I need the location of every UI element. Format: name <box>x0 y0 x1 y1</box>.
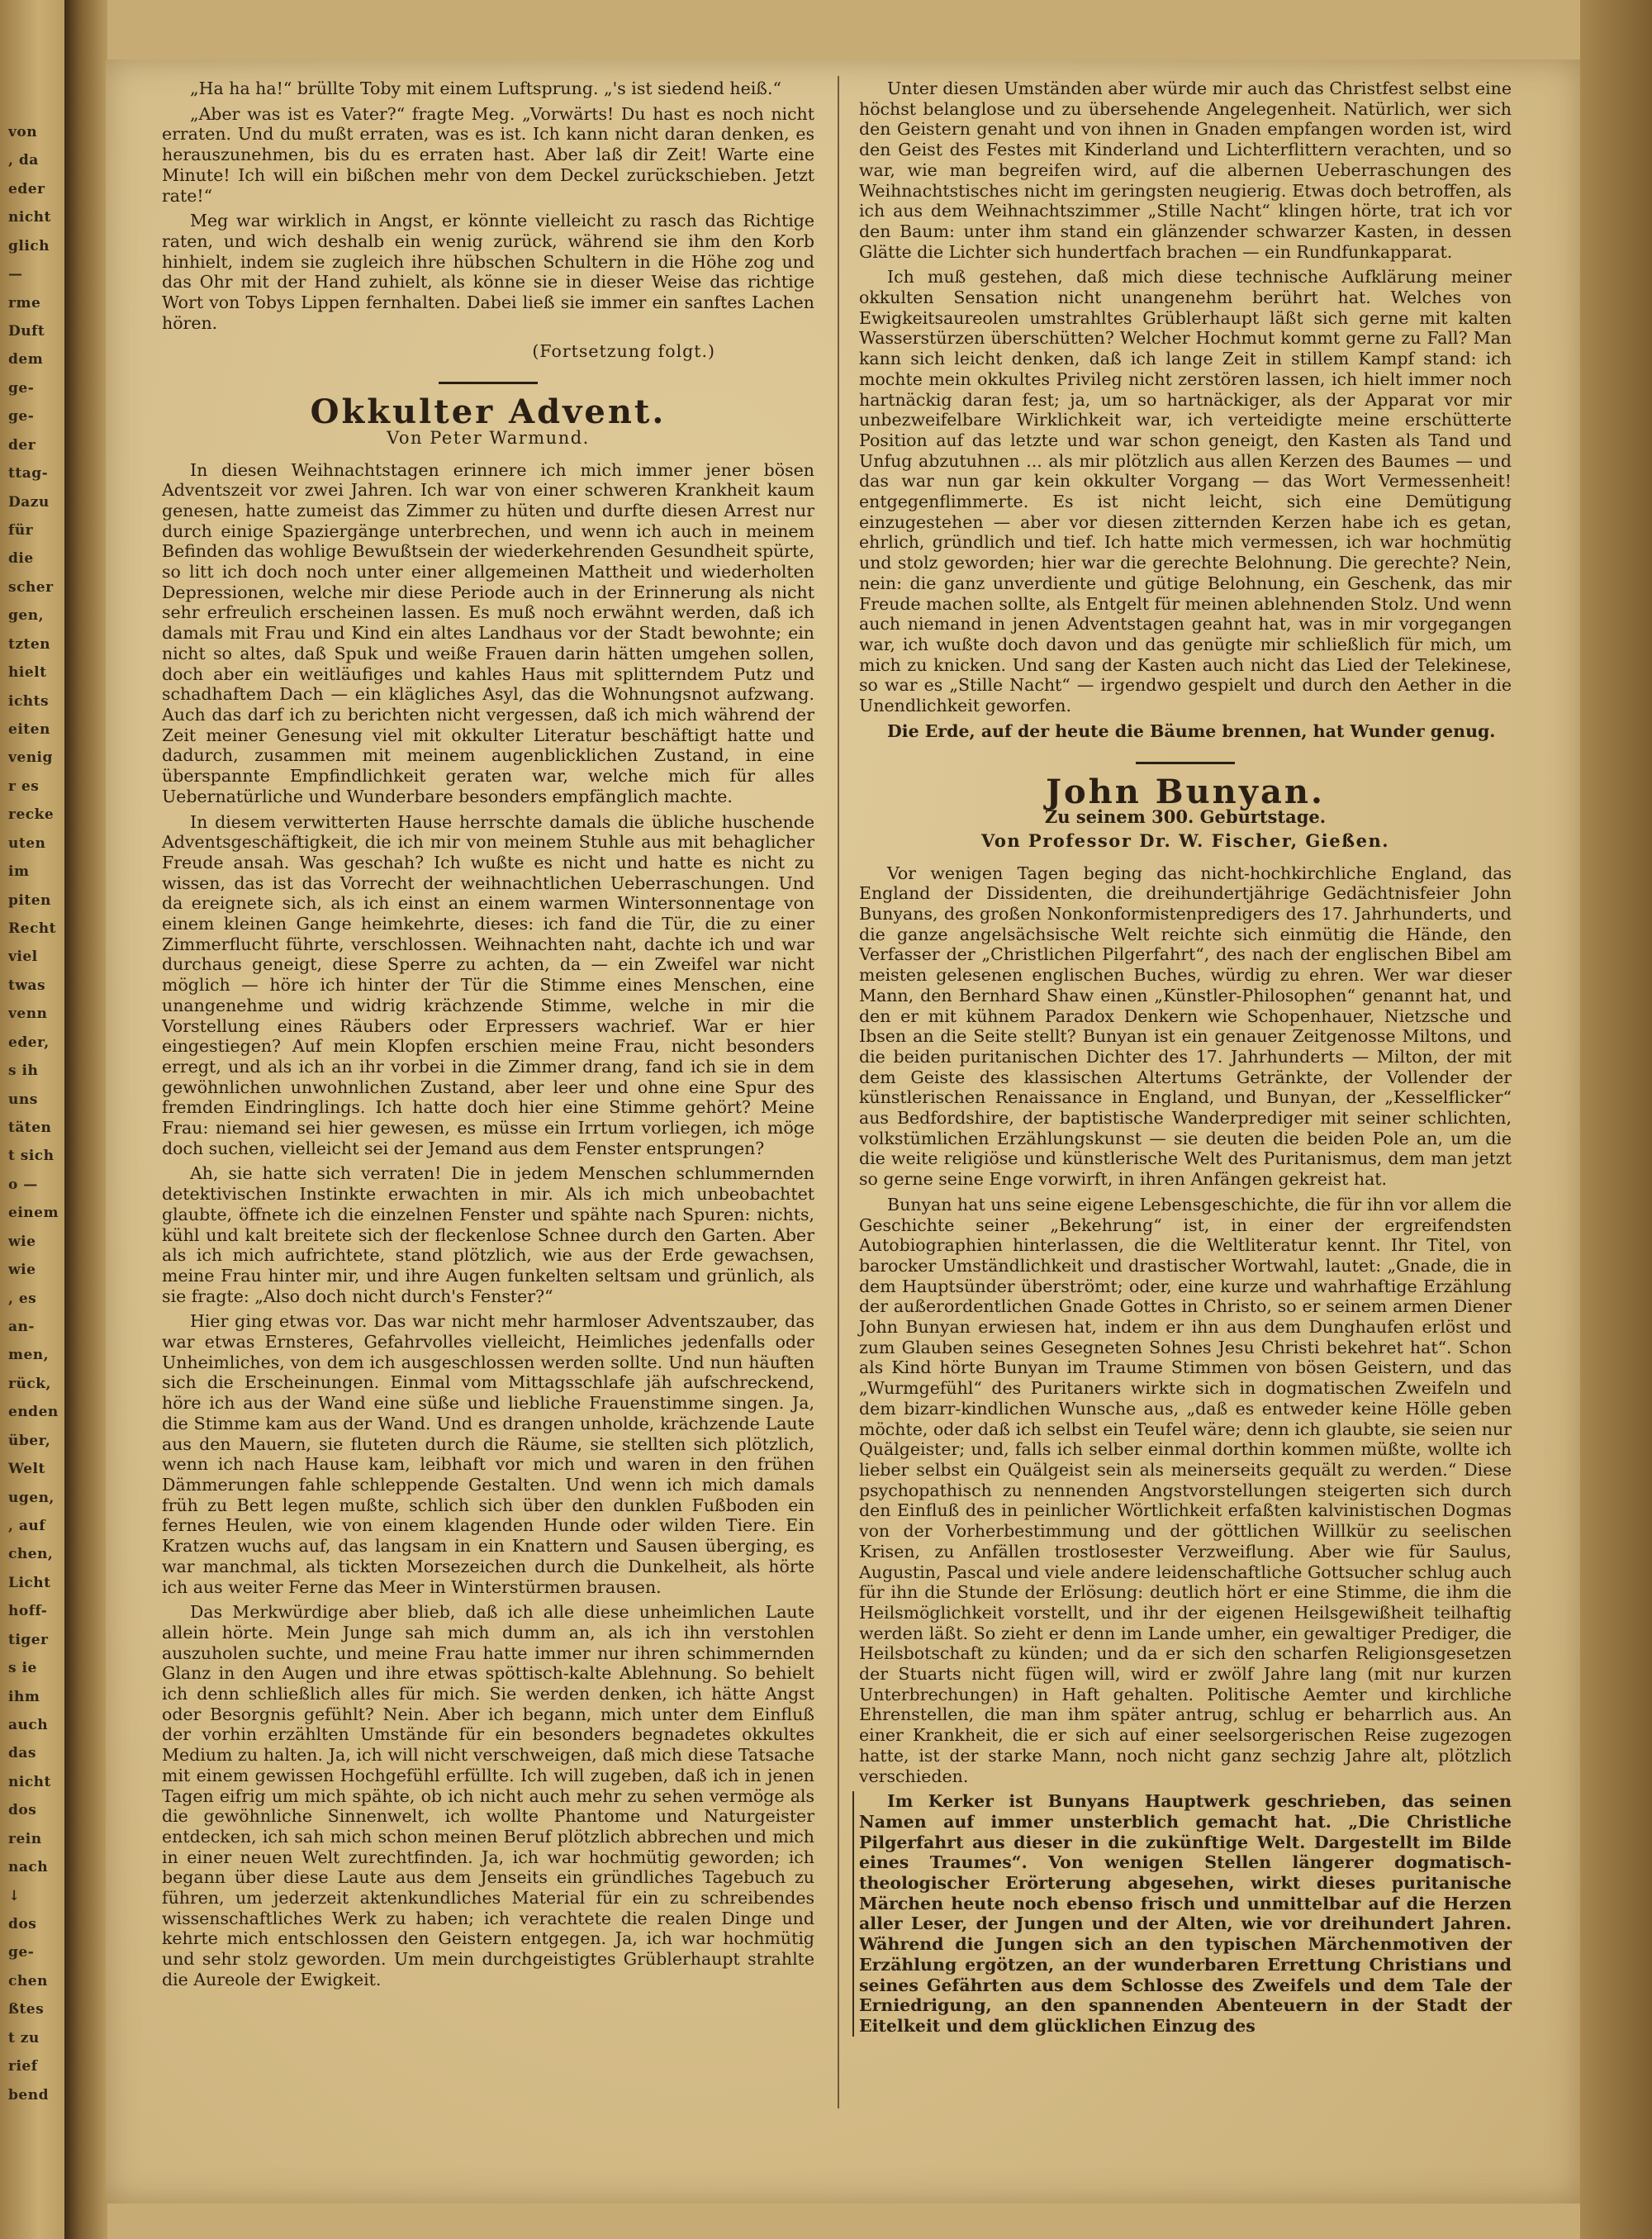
prev-page-fragment: gen, <box>8 607 44 625</box>
prev-page-fragment: wie <box>8 1233 36 1250</box>
article-paragraph: Das Merkwürdige aber blieb, daß ich alle diese unheimlichen Laute allein hörte. Mein Junge sah mich dumm an, als ich ihn verstohlen auszuholen suchte, und meine Frau hatte immer nur ihren schimmernden Glanz in den Augen und ihre etwas spöttisch-kalte Ablehnung. So behielt ich denn schließlich alles für mich. Sie werden denken, ich hätte Angst oder Besorgnis gefühlt? Nein. Aber ich begann, mich unter dem Einfluß der vorhin erzählten Umstände für ein besonders begnadetes okkultes Medium zu halten. Ja, ich will nicht verschweigen, daß mich diese Tatsache mit einem gewissen Hochgefühl erfüllte. Ich will zugeben, daß ich in jenen Tagen eifrig um mich spähte, ob ich nicht auch mehr zu sehen vermöge als die gewöhnliche Sinnenwelt, ich wollte Phantome und Naturgeister entdecken, ich sah mich schon meinen Beruf plötzlich abbrechen und mich in einer neuen Welt zurechtfinden. Ja, ich war hochmütig geworden; ich begann über diese Laute aus dem Jenseits ein gründliches Tagebuch zu führen, um jederzeit aktenkundliches Material für ein zu schreibendes wissenschaftliches Werk zu haben; ich verachtete die realen Dinge und kehrte mich entschlossen den Geistern entgegen. Ja, ich war hochmütig und sehr stolz geworden. Um mein durchgeistigtes Grüblerhaupt strahlte die Aureole der Ewigkeit. <box>162 1602 814 1989</box>
article-paragraph: Ah, sie hatte sich verraten! Die in jedem Menschen schlummernden detektivischen Instinkte erwachten in mir. Als ich mich unbeobachtet glaubte, öffnete ich die einzelnen Fenster und spähte nach Spuren: nichts, kühl und kalt breitete sich der fleckenlose Schnee durch den Garten. Aber als ich mich aufrichtete, stand plötzlich, wie aus der Erde gewachsen, meine Frau hinter mir, und ihre Augen funkelten seltsam und grünlich, als sie fragte: „Also doch nicht durch's Fenster?“ <box>162 1163 814 1306</box>
prev-page-fragment: ttag- <box>8 465 49 483</box>
prev-page-fragment: rme <box>8 294 41 311</box>
prev-page-fragment: s ih <box>8 1062 39 1080</box>
prev-page-fragment: tzten <box>8 635 51 653</box>
prev-page-fragment: t sich <box>8 1148 55 1165</box>
prev-page-fragment: chen, <box>8 1546 54 1563</box>
prev-page-fragment: uten <box>8 834 46 852</box>
prev-page-fragment: ihm <box>8 1688 40 1705</box>
prev-page-fragment: von <box>8 124 38 140</box>
prev-page-fragment: dem <box>8 351 44 368</box>
prev-page-fragment: dos <box>8 1802 37 1819</box>
prev-page-fragment: der <box>8 436 36 454</box>
prev-page-fragment: glich <box>8 237 50 254</box>
prev-page-fragment: ichts <box>8 692 50 710</box>
prev-page-fragment: dos <box>8 1916 37 1932</box>
prev-page-fragment: rief <box>8 2058 38 2075</box>
prev-page-fragment: Duft <box>8 323 45 340</box>
prev-page-fragment: Dazu <box>8 493 50 511</box>
prev-page-fragment: — <box>8 266 23 283</box>
prev-page-fragment: venn <box>8 1005 48 1023</box>
prev-page-fragment: , es <box>8 1290 37 1307</box>
prev-page-fragment: Welt <box>8 1461 45 1478</box>
prev-page-fragment: täten <box>8 1120 52 1136</box>
prev-page-fragment: eder, <box>8 1034 50 1051</box>
prev-page-fragment: auch <box>8 1717 49 1733</box>
right-column <box>859 78 1512 2042</box>
article-paragraph: Hier ging etwas vor. Das war nicht mehr harmloser Adventszauber, das war etwas Ernsteres, Gefahrvolles vielleicht, Heimliches jedenfalls oder Unheimliches, von dem ich ausgeschlossen werden sollte. Und nun häuften sich die Erscheinungen. Einmal vom Mittagsschlafe jäh aufschreckend, höre ich aus der Wand eine süße und liebliche Frauenstimme singen. Ja, die Stimme kam aus der Wand. Und es drangen unholde, krächzende Laute aus den Mauern, sie fluteten durch die Räume, sie stellten sich plötzlich, wenn ich nach Hause kam, leibhaft vor mich und waren in den frühen Dämmerungen fahle schleppende Gestalten. Und wenn ich mich damals früh zu Bett legen mußte, schlich sich über den dunklen Fußboden ein fernes Heulen, wie von einem klagenden Hunde oder wilden Tiere. Ein Kratzen wuchs auf, das langsam in ein Knattern und Sausen überging, es war manchmal, als tickten Morsezeichen durch die Dunkelheit, als hörte ich aus weiter Ferne das Meer in Winterstürmen brausen. <box>162 1311 814 1597</box>
prev-page-fragment: t zu <box>8 2029 40 2046</box>
prev-page-fragment: enden <box>8 1404 59 1421</box>
prev-page-fragment: ↓ <box>8 1887 21 1904</box>
prev-page-fragment: ge- <box>8 408 35 425</box>
previous-page-edge <box>0 0 64 2239</box>
prev-page-fragment: nach <box>8 1859 49 1876</box>
prev-page-fragment: hielt <box>8 664 47 682</box>
section-rule <box>1136 762 1235 764</box>
prev-page-fragment: an- <box>8 1319 35 1335</box>
article-byline: Von Professor Dr. W. Fischer, Gießen. <box>980 830 1390 851</box>
story-paragraph: „Aber was ist es Vater?“ fragte Meg. „Vorwärts! Du hast es noch nicht erraten. Und du mußt erraten, was es ist. Ich kann nicht daran denken, es herauszunehmen, bis du es erraten hast. Aber laß dir Zeit! Warte eine Minute! Ich will ein bißchen mehr von dem Deckel zurückschieben. Jetzt rate!“ <box>162 103 814 206</box>
boxed-paragraph: Im Kerker ist Bunyans Hauptwerk geschrieben, das seinen Namen auf immer unsterblich gemacht hat. „Die Christliche Pilgerfahrt aus dieser in die zukünftige Welt. Dargestellt im Bilde eines Traumes“. Von wenigen Stellen längerer dogmatisch-theologischer Erörterung abgesehen, wirkt dieses puritanische Märchen heute noch ebenso frisch und unmittelbar auf die Herzen aller Leser, der Jungen und der Alten, wie vor dreihundert Jahren. Während die Jungen sich an den typischen Märchenmotiven der Erzählung ergötzen, an der wunderbaren Errettung Christians und seines Gefährten aus dem Schlosse des Zweifels und dem Tale der Erniedrigung, an den spannenden Abenteuern in der Stadt der Eitelkeit und dem glücklichen Einzug des <box>852 1791 1512 2036</box>
prev-page-fragment: nicht <box>8 1773 51 1790</box>
article-subtitle: Zu seinem 300. Geburtstage. <box>1044 806 1327 828</box>
prev-page-fragment: eiten <box>8 721 50 738</box>
prev-page-fragment: uns <box>8 1091 38 1108</box>
article-paragraph: Ich muß gestehen, daß mich diese technische Aufklärung meiner okkulten Sensation nicht unangenehm berührt hat. Welches von Ewigkeitsaureolen umstrahltes Grüblerhaupt läßt sich gerne mit kalten Wasserstürzen überschütten? Welcher Hochmut kommt gerne zu Fall? Man kann sich leicht denken, daß ich lange Zeit in stillem Kampf stand: ich mochte mein okkultes Privileg nicht zerstören lassen, ich hielt immer noch hartnäckig daran fest; ja, um so hartnäckiger, als der Apparat vor mir unbezweifelbare Wirklichkeit war, ich verteidigte meine erschütterte Position auf das letzte und war schon geneigt, den Kasten als Tand und Unfug abzutuhnen ... als mir plötzlich aus allen Kerzen des Baumes — und das war nun gar kein okkulter Vorgang — das Wort Vermessenheit! entgegenflimmerte. Es ist nicht leicht, sich eine Demütigung einzugestehen — aber vor diesen zitternden Kerzen habe ich es getan, ehrlich, gründlich und tief. Ich hatte mich vermessen, ich war hochmütig und stolz geworden; hier war die gerechte Belohnung. Die gerechte? Nein, nein: die ganz unverdiente und gütige Belohnung, ein Geschenk, das mir Freude machen sollte, als Entgelt für meinen ablehnenden Stolz. Und wenn auch niemand in jenen Adventstagen geahnt hat, was in mir vorgegangen war, ich wußte doch davon und das genügte mir schließlich für mich, um mich zu knicken. Und sang der Kasten auch nicht das Lied der Telekinese, so war es „Stille Nacht“ — irgendwo gespielt und durch den Aether in die Unendlichkeit geworfen. <box>859 267 1512 716</box>
prev-page-fragment: o — <box>8 1176 38 1193</box>
section-rule <box>439 382 538 384</box>
prev-page-fragment: tiger <box>8 1631 49 1648</box>
prev-page-fragment: für <box>8 522 34 539</box>
article-title: John Bunyan. <box>1046 772 1325 811</box>
prev-page-fragment: piten <box>8 891 51 909</box>
prev-page-fragment: über, <box>8 1432 51 1449</box>
article-title: Okkulter Advent. <box>310 392 667 432</box>
left-column <box>162 78 814 1995</box>
prev-page-fragment: nicht <box>8 209 51 226</box>
prev-page-fragment: twas <box>8 977 46 994</box>
prev-page-fragment: rück, <box>8 1375 51 1392</box>
prev-page-fragment: ge- <box>8 379 35 397</box>
book-gutter <box>64 0 107 2239</box>
prev-page-fragment: , da <box>8 152 39 169</box>
prev-page-fragment: im <box>8 863 30 881</box>
continuation-note: (Fortsetzung folgt.) <box>532 341 715 362</box>
prev-page-fragment: recke <box>8 806 55 824</box>
article-paragraph: Bunyan hat uns seine eigene Lebensgeschichte, die für ihn vor allem die Geschichte seiner „Bekehrung“ ist, in einer der ergreifendsten Autobiographien hinterlassen, die die Weltliteratur kennt. Ihr Titel, von barocker Umständlichkeit und drastischer Wortwahl, lautet: „Gnade, die in dem Hauptsünder überströmt; oder, eine kurze und wahrhaftige Erzählung der außerordentlichen Gnade Gottes in Christo, so er seinem armen Diener John Bunyan erwiesen hat, indem er ihn aus dem Dunghaufen erlöst und zum Glauben seines Gesegneten Sohnes Jesu Christi bekehret hat“. Schon als Kind hörte Bunyan im Traume Stimmen von bösen Geistern, und das „Wurmgefühl“ des Puritaners wirkte sich in dogmatischen Zweifeln und dem bizarr-kindlichen Wunsche aus, „daß es entweder keine Hölle geben möchte, oder daß ich selbst ein Teufel wäre; denn ich glaubte, sie seien nur Quälgeister; und, falls ich selber einmal dorthin kommen müßte, wollte ich lieber selbst ein Quälgeist sein als meinerseits gequält zu werden.“ Diese psychopathisch zu nennenden Angstvorstellungen steigerten sich durch den Einfluß des in peinlicher Wörtlichkeit erfaßten kalvinistischen Dogmas von der Vorherbestimmung und der göttlichen Willkür zu seelischen Krisen, zu Anfällen trostlosester Verzweiflung. Aber wie für Saulus, Augustin, Pascal und viele andere leidenschaftliche Gottsucher schlug auch für ihn die Stunde der Erlösung: deutlich hört er eine Stimme, die ihm die Heilsmöglichkeit vorstellt, und ihr der eigenen Heilsgewißheit teilhaftig werden läßt. So zieht er denn im Lande umher, ein gewaltiger Prediger, die Heilsbotschaft zu künden; und da er sich den scharfen Religionsgesetzen der Stuarts nicht fügen will, wird er zwölf Jahre lang (mit nur kurzen Unterbrechungen) in Haft gehalten. Politische Aemter und kirchliche Ehrenstellen, die man ihm später antrug, schlug er beharrlich aus. An einer Krankheit, die er sich auf einer seelsorgerischen Reise zugezogen hatte, ist der starke Mann, noch nicht ganz sechzig Jahre alt, plötzlich verschieden. <box>859 1194 1512 1786</box>
page-edge-right <box>1580 0 1652 2239</box>
prev-page-fragment: scher <box>8 578 54 596</box>
prev-page-fragment: men, <box>8 1347 50 1364</box>
prev-page-fragment: rein <box>8 1830 42 1847</box>
prev-page-fragment: hoff- <box>8 1603 48 1620</box>
prev-page-fragment: venig <box>8 749 53 767</box>
article-byline: Von Peter Warmund. <box>387 427 590 448</box>
story-paragraph: „Ha ha ha!“ brüllte Toby mit einem Luftsprung. „'s ist siedend heiß.“ <box>190 78 781 98</box>
prev-page-fragment: s ie <box>8 1660 37 1677</box>
article-closing-line: Die Erde, auf der heute die Bäume brennen, hat Wunder genug. <box>887 720 1496 741</box>
prev-page-fragment: r es <box>8 777 40 795</box>
prev-page-fragment: eder <box>8 180 45 197</box>
prev-page-fragment: Recht <box>8 920 57 937</box>
article-paragraph: Vor wenigen Tagen beging das nicht-hochkirchliche England, das England der Dissidenten, die dreihundertjährige Gedächtnisfeier John Bunyans, des großen Nonkonformistenpredigers des 17. Jahrhunderts, und die ganze angelsächsische Welt reichte sich einmütig die Hände, den Verfasser der „Christlichen Pilgerfahrt“, des nach der englischen Bibel am meisten gelesenen englischen Buches, würdig zu ehren. Wer war dieser Mann, den Bernhard Shaw einen „Künstler-Philosophen“ genannt hat, und den er mit kühnem Paradox Denkern wie Schopenhauer, Nietzsche und Ibsen an die Seite stellt? Bunyan ist ein genauer Zeitgenosse Miltons, und die beiden puritanischen Dichter des 17. Jahrhunderts — Milton, der mit dem Geiste des klassischen Altertums Getränkte, der Vollender der künstlerischen Renaissance in England, und Bunyan, der „Kesselflicker“ aus Bedfordshire, der baptistische Wanderprediger mit seiner schlichten, volkstümlichen Erzählungskunst — sie deuten die beiden Pole an, um die die weite religiöse und künstlerische Welt des Puritanismus, dem man jetzt so gerne seine Enge vorwirft, in ihren Anfängen gekreist hat. <box>859 863 1512 1190</box>
prev-page-fragment: , auf <box>8 1518 46 1534</box>
prev-page-fragment: viel <box>8 948 38 966</box>
prev-page-fragment: ge- <box>8 1944 35 1961</box>
prev-page-fragment: chen <box>8 1972 48 1989</box>
prev-page-fragment: ugen, <box>8 1489 55 1506</box>
article-paragraph: In diesen Weihnachtstagen erinnere ich mich immer jener bösen Adventszeit vor zwei Jahren. Ich war von einer schweren Krankheit kaum genesen, hatte zumeist das Zimmer zu hüten und durfte diesen Arrest nur durch einige Spaziergänge unterbrechen, und wenn ich auch in meinem Befinden das wohlige Bewußtsein der wiederkehrenden Gesundheit spürte, so litt ich doch noch unter einer allgemeinen Mattheit und wiederholten Depressionen, welche mir diese Periode auch in der Erinnerung als nicht sehr erfreulich erscheinen lassen. Es muß noch erwähnt werden, daß ich damals mit Frau und Kind ein altes Landhaus vor der Stadt bewohnte; ein nicht so altes, daß Spuk und weiße Frauen darin hätten umgehen sollen, doch aber ein weitläufiges und kahles Haus mit splitterndem Putz und schadhaftem Dach — ein klägliches Asyl, das die Wohnungsnot aufzwang. Auch das darf ich zu berichten nicht vergessen, daß ich mich während der Zeit meiner Genesung viel mit okkulter Literatur beschäftigt hatte und dadurch, zusammen mit meinem augenblicklichen Zustand, in eine überspannte Empfindlichkeit geraten war, welche mich für alles Uebernatürliche und Wunderbare besonders empfänglich machte. <box>162 459 814 806</box>
prev-page-fragment: die <box>8 550 34 568</box>
article-paragraph: Unter diesen Umständen aber würde mir auch das Christfest selbst eine höchst belanglose und zu übersehende Angelegenheit. Natürlich, wer sich den Geistern genaht und von ihnen in Gnaden empfangen worden ist, wird den Geist des Festes mit Kinderland und Lichterflittern verachten, und so war, wie man begreifen wird, auf die albernen Ueberraschungen des Weihnachtstisches nicht im geringsten neugierig. Etwas doch betroffen, als ich aus dem Weihnachtszimmer „Stille Nacht“ klingen hörte, trat ich vor den Baum: unter ihm stand ein glänzender schwarzer Kasten, in dessen Glätte die Lichter sich hundertfach brachen — ein Rundfunkapparat. <box>859 78 1512 262</box>
prev-page-fragment: wie <box>8 1262 36 1279</box>
prev-page-fragment: bend <box>8 2086 49 2104</box>
article-paragraph: In diesem verwitterten Hause herrschte damals die übliche huschende Adventsgeschäftigkeit, die ich mir von meinem Stuhle aus mit behaglicher Freude ansah. Was geschah? Ich wußte es nicht und hatte es nicht zu wissen, das ist das Vorrecht der weihnachtlichen Ueberraschungen. Und da ereignete sich, als ich einst an einem warmen Wintersonnentage von einem kleinen Gange heimkehrte, dieses: ich fand die Tür, die zu einer Zimmerflucht führte, verschlossen. Weihnachten naht, dachte ich und war durchaus geneigt, diese Sperre zu achten, da — ein Zweifel war nicht möglich — höre ich hinter der Tür die Stimme eines Menschen, eine unangenehme und widrig krächzende Stimme, welche in mir die Vorstellung eines Räubers oder Erpressers wachrief. War er hier eingestiegen? Auf mein Klopfen erschien meine Frau, nicht besonders erregt, und als ich an ihr vorbei in die Zimmer drang, fand ich sie in dem gewöhnlichen unwohnlichen Zustand, aber leer und ohne eine Spur des fremden Eindringlings. Ich hatte doch hier eine Stimme gehört? Meine Frau: niemand sei hier gewesen, es müsse ein Irrtum vorliegen, ich möge doch suchen, vielleicht sei der Jemand aus dem Fenster entsprungen? <box>162 811 814 1158</box>
column-divider <box>838 76 839 2108</box>
prev-page-fragment: einem <box>8 1205 59 1222</box>
story-paragraph: Meg war wirklich in Angst, er könnte vielleicht zu rasch das Richtige raten, und wich deshalb ein wenig zurück, während sie ihm den Korb hinhielt, indem sie zugleich ihre hübschen Schultern in die Höhe zog und das Ohr mit der Hand zuhielt, als könne sie in dieser Weise das richtige Wort von Tobys Lippen fernhalten. Dabei ließ sie immer ein sanftes Lachen hören. <box>162 211 814 333</box>
prev-page-fragment: ßtes <box>8 2001 45 2018</box>
prev-page-fragment: Licht <box>8 1574 51 1591</box>
prev-page-fragment: das <box>8 1745 36 1762</box>
